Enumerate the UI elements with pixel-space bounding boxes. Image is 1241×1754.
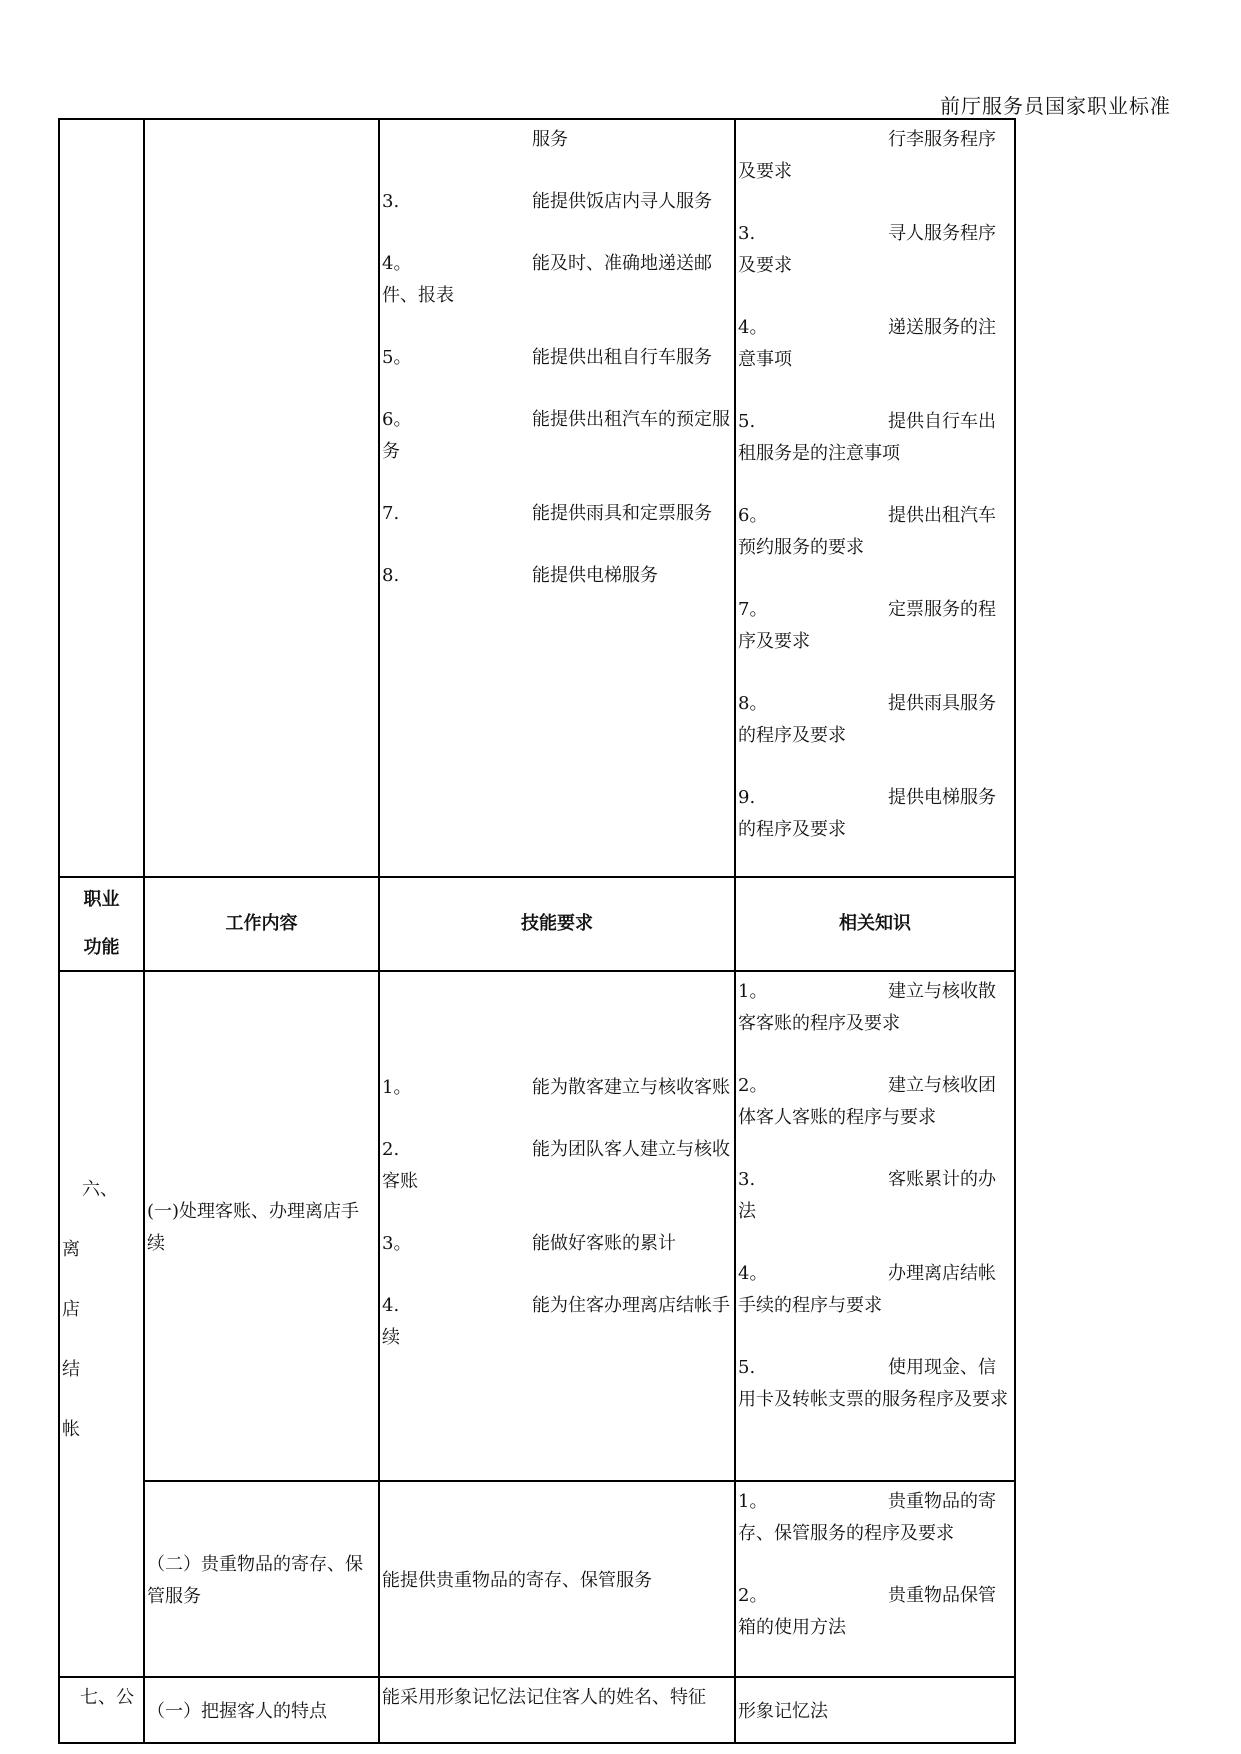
standard-table	[58, 118, 1016, 1744]
list-item: 1。 能为散客建立与核收客账	[382, 1077, 730, 1098]
header-function: 职业 功能	[59, 877, 144, 971]
list-item: 8. 能提供电梯服务	[382, 565, 658, 586]
list-item: 2。 贵重物品保管箱的使用方法	[738, 1585, 996, 1638]
list-item: 行李服务程序及要求	[738, 129, 996, 182]
list-item: 1。 建立与核收散客客账的程序及要求	[738, 981, 996, 1034]
knowledge-cell: 形象记忆法	[735, 1677, 1015, 1743]
list-item: 5。 能提供出租自行车服务	[382, 347, 712, 368]
page-header: 前厅服务员国家职业标准	[940, 94, 1171, 118]
list-item: 3. 能提供饭店内寻人服务	[382, 191, 712, 212]
table-row	[59, 971, 1015, 1481]
list-item: 4。 能及时、准确地递送邮件、报表	[382, 253, 712, 306]
list-item: 2. 能为团队客人建立与核收客账	[382, 1139, 730, 1192]
list-item: 2。 建立与核收团体客人客账的程序与要求	[738, 1075, 996, 1128]
skills-cell: 能采用形象记忆法记住客人的姓名、特征	[379, 1677, 735, 1743]
list-item: 6。 能提供出租汽车的预定服务	[382, 409, 730, 462]
work-content-cell: (一)处理客账、办理离店手续	[144, 971, 379, 1481]
list-item: 4. 能为住客办理离店结帐手续	[382, 1295, 730, 1348]
list-item: 7。 定票服务的程序及要求	[738, 599, 996, 652]
knowledge-cell	[735, 1481, 1015, 1677]
table-row	[59, 1481, 1015, 1677]
list-item: 服务	[532, 129, 568, 150]
work-content-cell	[144, 119, 379, 877]
list-item: 4。 递送服务的注意事项	[738, 317, 996, 370]
list-item: 8。 提供雨具服务的程序及要求	[738, 693, 996, 746]
skills-cell	[379, 971, 735, 1481]
function-cell	[59, 119, 144, 877]
list-item: 3. 客账累计的办法	[738, 1169, 996, 1222]
function-cell-public-relations: 七、公	[59, 1677, 144, 1743]
list-item: 4。 办理离店结帐手续的程序与要求	[738, 1263, 996, 1316]
skills-cell	[379, 119, 735, 877]
knowledge-cell	[735, 119, 1015, 877]
header-knowledge: 相关知识	[735, 877, 1015, 971]
table-row	[59, 119, 1015, 877]
work-content-cell: （二）贵重物品的寄存、保管服务	[144, 1481, 379, 1677]
list-item: 9. 提供电梯服务的程序及要求	[738, 787, 996, 840]
list-item: 5. 提供自行车出租服务是的注意事项	[738, 411, 996, 464]
work-content-cell: （一）把握客人的特点	[144, 1677, 379, 1743]
list-item: 3. 寻人服务程序及要求	[738, 223, 996, 276]
table-header-row	[59, 877, 1015, 971]
list-item: 3。 能做好客账的累计	[382, 1233, 676, 1254]
table-row	[59, 1677, 1015, 1743]
header-work-content: 工作内容	[144, 877, 379, 971]
list-item: 7. 能提供雨具和定票服务	[382, 503, 712, 524]
knowledge-cell	[735, 971, 1015, 1481]
list-item: 6。 提供出租汽车预约服务的要求	[738, 505, 996, 558]
header-skills: 技能要求	[379, 877, 735, 971]
skills-cell: 能提供贵重物品的寄存、保管服务	[379, 1481, 735, 1677]
function-cell-checkout: 六、 离 店 结 帐	[59, 971, 144, 1677]
list-item: 5. 使用现金、信用卡及转帐支票的服务程序及要求	[738, 1357, 1008, 1410]
list-item: 1。 贵重物品的寄存、保管服务的程序及要求	[738, 1491, 996, 1544]
